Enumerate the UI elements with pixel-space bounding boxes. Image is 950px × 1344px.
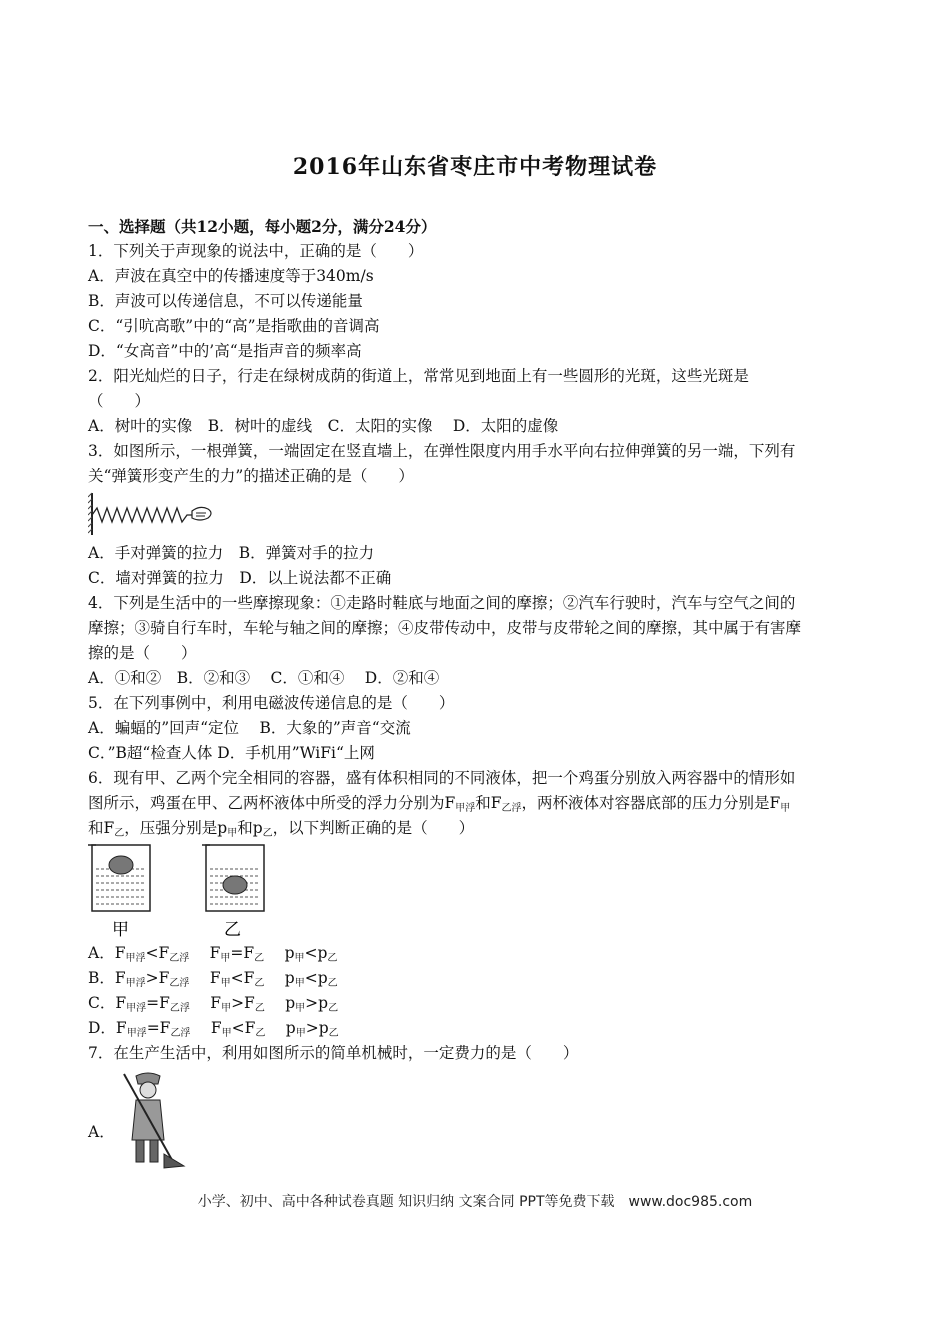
q7-stem: 7．在生产生活中，利用如图所示的简单机械时，一定费力的是（ ） bbox=[88, 1044, 579, 1062]
q5-stem: 5．在下列事例中，利用电磁波传递信息的是（ ） bbox=[88, 694, 455, 712]
q3-stem: 3．如图所示，一根弹簧，一端固定在竖直墙上，在弹性限度内用手水平向右拉伸弹簧的另一端，下列有 bbox=[88, 442, 796, 460]
q4-stem-cont: 摩擦；③骑自行车时，车轮与轴之间的摩擦；④皮带传动中，皮带与皮带轮之间的摩擦，其中属于有害摩 bbox=[88, 619, 802, 637]
q1-stem: 1．下列关于声现象的说法中，正确的是（ ） bbox=[88, 242, 424, 260]
two-beakers-egg-icon bbox=[88, 843, 268, 941]
section-heading: 一、选择题（共12小题，每小题2分，满分24分） bbox=[88, 217, 437, 236]
page-title: 2016年山东省枣庄市中考物理试卷 bbox=[292, 154, 658, 180]
q6-stem-end: 和$F_乙$，压强分别是$p_甲$和$p_乙$，以下判断正确的是（ ） bbox=[88, 819, 475, 839]
q6-option-c: C．$F_{甲浮}=F_{乙浮}$ $F_甲>F_乙$ $p_甲>p_乙$ bbox=[88, 994, 339, 1014]
q2-options: A．树叶的实像 B．树叶的虚线 C．太阳的实像 D．太阳的虚像 bbox=[88, 417, 559, 435]
q5-options-cd: C．”B超“检查人体 D．手机用”WiFi“上网 bbox=[88, 744, 375, 762]
spring-figure bbox=[88, 491, 868, 537]
q6-option-a: A．$F_{甲浮}<F_{乙浮}$ $F_甲=F_乙$ $p_甲<p_乙$ bbox=[88, 944, 338, 964]
q6-option-d: D．$F_{甲浮}=F_{乙浮}$ $F_甲<F_乙$ $p_甲>p_乙$ bbox=[88, 1019, 339, 1039]
label-yi: 乙 bbox=[224, 920, 241, 940]
q5-options-ab: A．蝙蝠的”回声“定位 B．大象的”声音“交流 bbox=[88, 719, 411, 737]
exam-content bbox=[88, 214, 868, 1170]
q2-stem-bracket: （ ） bbox=[88, 392, 151, 410]
q2-stem: 2．阳光灿烂的日子，行走在绿树成荫的街道上，常常见到地面上有一些圆形的光斑，这些光斑是 bbox=[88, 367, 749, 385]
q3-stem-cont: 关“弹簧形变产生的力”的描述正确的是（ ） bbox=[88, 467, 414, 485]
q4-options: A．①和② B．②和③ C．①和④ D．②和④ bbox=[88, 669, 440, 687]
q7-option-a bbox=[88, 1070, 868, 1170]
page-footer: 小学、初中、高中各种试卷真题 知识归纳 文案合同 PPT等免费下载 www.doc985.com bbox=[197, 1194, 753, 1210]
q3-options-cd: C．墙对弹簧的拉力 D．以上说法都不正确 bbox=[88, 569, 392, 587]
q4-stem: 4．下列是生活中的一些摩擦现象：①走路时鞋底与地面之间的摩擦；②汽车行驶时，汽车与空气之间的 bbox=[88, 594, 796, 612]
q3-options-ab: A．手对弹簧的拉力 B．弹簧对手的拉力 bbox=[88, 544, 375, 562]
q4-stem-end: 擦的是（ ） bbox=[88, 644, 197, 662]
q1-option-b: B．声波可以传递信息，不可以传递能量 bbox=[88, 292, 363, 310]
q6-option-b: B．$F_{甲浮}>F_{乙浮}$ $F_甲<F_乙$ $p_甲<p_乙$ bbox=[88, 969, 338, 989]
label-jia: 甲 bbox=[112, 920, 129, 940]
q7-option-a-label: A． bbox=[88, 1123, 115, 1141]
q6-stem-cont: 图所示，鸡蛋在甲、乙两杯液体中所受的浮力分别为$F_{甲浮}$和$F_{乙浮}$，两杯液体对容器底部的压力分别是$F_甲$ bbox=[88, 794, 791, 814]
q1-option-c: C．“引吭高歌”中的“高”是指歌曲的音调高 bbox=[88, 317, 380, 335]
spring-wall-hand-icon bbox=[88, 491, 218, 537]
beakers-figure bbox=[88, 843, 868, 941]
q1-option-d: D．“女高音”中的’高“是指声音的频率高 bbox=[88, 342, 362, 360]
person-sweeping-broom-icon bbox=[114, 1070, 186, 1170]
q6-options bbox=[88, 941, 868, 1041]
q1-option-a: A．声波在真空中的传播速度等于340m/s bbox=[88, 267, 374, 285]
q6-stem: 6．现有甲、乙两个完全相同的容器，盛有体积相同的不同液体，把一个鸡蛋分别放入两容器中的情形如 bbox=[88, 769, 796, 787]
